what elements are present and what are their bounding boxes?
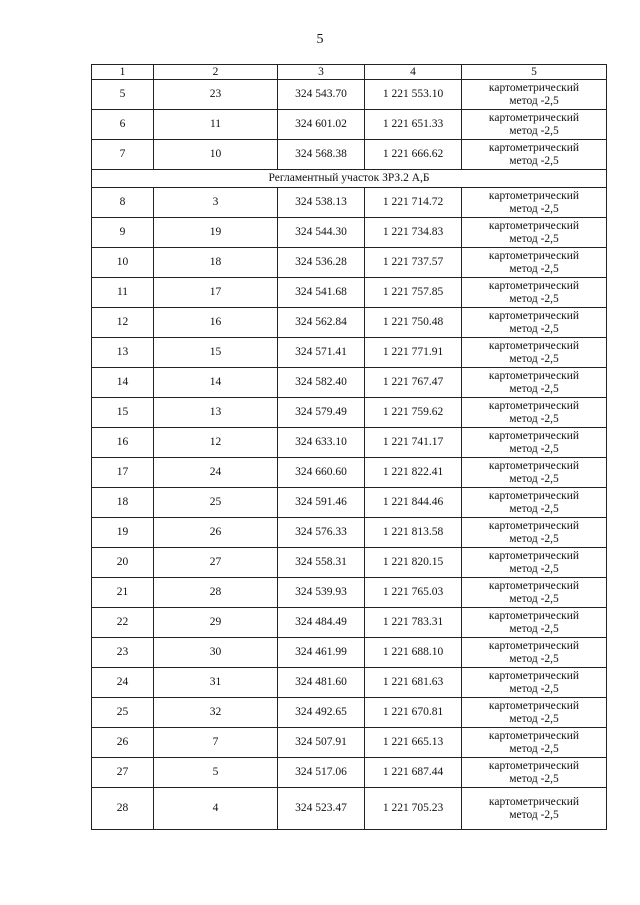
method-line-1: картометрический [488, 141, 580, 154]
y-coordinate-cell: 1 221 771.91 [365, 338, 462, 368]
row-number-cell: 23 [92, 638, 154, 668]
point-number-cell: 18 [154, 248, 278, 278]
method-cell [462, 110, 607, 140]
method-cell [462, 758, 607, 788]
method-cell [462, 428, 607, 458]
method-cell [462, 488, 607, 518]
method-cell [462, 788, 607, 830]
y-coordinate-cell: 1 221 665.13 [365, 728, 462, 758]
method-cell [462, 578, 607, 608]
x-coordinate-cell: 324 492.65 [278, 698, 365, 728]
table-row [92, 368, 607, 398]
row-number-cell: 24 [92, 668, 154, 698]
point-number-cell: 3 [154, 188, 278, 218]
point-number-cell: 27 [154, 548, 278, 578]
method-line-2: метод -2,5 [509, 154, 559, 167]
table-row [92, 608, 607, 638]
y-coordinate-cell: 1 221 783.31 [365, 608, 462, 638]
x-coordinate-cell: 324 461.99 [278, 638, 365, 668]
point-number-cell: 4 [154, 788, 278, 830]
row-number-cell: 9 [92, 218, 154, 248]
method-cell [462, 608, 607, 638]
point-number-cell: 11 [154, 110, 278, 140]
table-row [92, 578, 607, 608]
table-row [92, 728, 607, 758]
table-row [92, 338, 607, 368]
row-number-cell: 6 [92, 110, 154, 140]
method-cell [462, 368, 607, 398]
point-number-cell: 31 [154, 668, 278, 698]
y-coordinate-cell: 1 221 688.10 [365, 638, 462, 668]
row-number-cell: 10 [92, 248, 154, 278]
row-number-cell: 27 [92, 758, 154, 788]
method-cell [462, 638, 607, 668]
table-row [92, 488, 607, 518]
x-coordinate-cell: 324 517.06 [278, 758, 365, 788]
point-number-cell: 19 [154, 218, 278, 248]
method-line-2: метод -2,5 [509, 472, 559, 485]
y-coordinate-cell: 1 221 822.41 [365, 458, 462, 488]
method-line-2: метод -2,5 [509, 382, 559, 395]
method-cell [462, 218, 607, 248]
method-cell [462, 698, 607, 728]
table-body [92, 80, 607, 830]
method-line-1: картометрический [488, 519, 580, 532]
row-number-cell: 26 [92, 728, 154, 758]
x-coordinate-cell: 324 579.49 [278, 398, 365, 428]
header-cell: 4 [365, 65, 462, 80]
y-coordinate-cell: 1 221 681.63 [365, 668, 462, 698]
method-cell [462, 338, 607, 368]
point-number-cell: 5 [154, 758, 278, 788]
x-coordinate-cell: 324 571.41 [278, 338, 365, 368]
row-number-cell: 15 [92, 398, 154, 428]
method-line-1: картометрический [488, 81, 580, 94]
row-number-cell: 14 [92, 368, 154, 398]
method-line-2: метод -2,5 [509, 502, 559, 515]
table-row [92, 788, 607, 830]
coordinates-table [91, 64, 607, 830]
x-coordinate-cell: 324 562.84 [278, 308, 365, 338]
point-number-cell: 17 [154, 278, 278, 308]
method-line-1: картометрический [488, 309, 580, 322]
row-number-cell: 16 [92, 428, 154, 458]
method-line-2: метод -2,5 [509, 712, 559, 725]
method-cell [462, 248, 607, 278]
x-coordinate-cell: 324 523.47 [278, 788, 365, 830]
table-header [92, 65, 607, 80]
method-cell [462, 278, 607, 308]
method-line-2: метод -2,5 [509, 532, 559, 545]
method-cell [462, 458, 607, 488]
table-row [92, 698, 607, 728]
method-cell [462, 398, 607, 428]
header-cell: 5 [462, 65, 607, 80]
method-line-1: картометрический [488, 489, 580, 502]
point-number-cell: 10 [154, 140, 278, 170]
row-number-cell: 22 [92, 608, 154, 638]
method-line-2: метод -2,5 [509, 592, 559, 605]
table-row [92, 458, 607, 488]
table-row [92, 278, 607, 308]
x-coordinate-cell: 324 576.33 [278, 518, 365, 548]
x-coordinate-cell: 324 541.68 [278, 278, 365, 308]
section-row [92, 170, 607, 188]
method-line-2: метод -2,5 [509, 442, 559, 455]
method-line-2: метод -2,5 [509, 292, 559, 305]
method-line-1: картометрический [488, 249, 580, 262]
x-coordinate-cell: 324 633.10 [278, 428, 365, 458]
page-number: 5 [316, 32, 324, 47]
table-row [92, 308, 607, 338]
x-coordinate-cell: 324 591.46 [278, 488, 365, 518]
method-line-2: метод -2,5 [509, 124, 559, 137]
x-coordinate-cell: 324 539.93 [278, 578, 365, 608]
row-number-cell: 18 [92, 488, 154, 518]
x-coordinate-cell: 324 660.60 [278, 458, 365, 488]
method-line-1: картометрический [488, 549, 580, 562]
method-line-2: метод -2,5 [509, 808, 559, 821]
method-line-2: метод -2,5 [509, 652, 559, 665]
y-coordinate-cell: 1 221 765.03 [365, 578, 462, 608]
method-line-2: метод -2,5 [509, 562, 559, 575]
method-line-1: картометрический [488, 759, 580, 772]
point-number-cell: 15 [154, 338, 278, 368]
method-line-1: картометрический [488, 369, 580, 382]
method-cell [462, 548, 607, 578]
method-line-1: картометрический [488, 699, 580, 712]
method-line-1: картометрический [488, 279, 580, 292]
table-row [92, 518, 607, 548]
x-coordinate-cell: 324 536.28 [278, 248, 365, 278]
method-line-1: картометрический [488, 795, 580, 808]
method-cell [462, 728, 607, 758]
method-cell [462, 668, 607, 698]
method-line-2: метод -2,5 [509, 202, 559, 215]
row-number-cell: 7 [92, 140, 154, 170]
method-line-2: метод -2,5 [509, 772, 559, 785]
method-cell [462, 188, 607, 218]
method-line-1: картометрический [488, 111, 580, 124]
method-line-1: картометрический [488, 669, 580, 682]
row-number-cell: 28 [92, 788, 154, 830]
point-number-cell: 29 [154, 608, 278, 638]
y-coordinate-cell: 1 221 687.44 [365, 758, 462, 788]
y-coordinate-cell: 1 221 553.10 [365, 80, 462, 110]
method-line-1: картометрический [488, 729, 580, 742]
point-number-cell: 32 [154, 698, 278, 728]
method-cell [462, 308, 607, 338]
x-coordinate-cell: 324 582.40 [278, 368, 365, 398]
method-line-2: метод -2,5 [509, 622, 559, 635]
x-coordinate-cell: 324 481.60 [278, 668, 365, 698]
point-number-cell: 16 [154, 308, 278, 338]
row-number-cell: 12 [92, 308, 154, 338]
method-line-1: картометрический [488, 579, 580, 592]
x-coordinate-cell: 324 544.30 [278, 218, 365, 248]
x-coordinate-cell: 324 558.31 [278, 548, 365, 578]
header-cell: 3 [278, 65, 365, 80]
x-coordinate-cell: 324 543.70 [278, 80, 365, 110]
y-coordinate-cell: 1 221 741.17 [365, 428, 462, 458]
y-coordinate-cell: 1 221 666.62 [365, 140, 462, 170]
x-coordinate-cell: 324 484.49 [278, 608, 365, 638]
table-row [92, 428, 607, 458]
table-row [92, 548, 607, 578]
method-line-1: картометрический [488, 609, 580, 622]
method-line-1: картометрический [488, 429, 580, 442]
method-line-1: картометрический [488, 399, 580, 412]
method-cell [462, 518, 607, 548]
header-row [92, 65, 607, 80]
point-number-cell: 23 [154, 80, 278, 110]
point-number-cell: 30 [154, 638, 278, 668]
method-line-1: картометрический [488, 189, 580, 202]
y-coordinate-cell: 1 221 813.58 [365, 518, 462, 548]
table-row [92, 668, 607, 698]
method-line-1: картометрический [488, 339, 580, 352]
row-number-cell: 25 [92, 698, 154, 728]
method-line-2: метод -2,5 [509, 352, 559, 365]
point-number-cell: 24 [154, 458, 278, 488]
point-number-cell: 7 [154, 728, 278, 758]
y-coordinate-cell: 1 221 820.15 [365, 548, 462, 578]
y-coordinate-cell: 1 221 734.83 [365, 218, 462, 248]
method-line-2: метод -2,5 [509, 232, 559, 245]
y-coordinate-cell: 1 221 844.46 [365, 488, 462, 518]
y-coordinate-cell: 1 221 767.47 [365, 368, 462, 398]
point-number-cell: 26 [154, 518, 278, 548]
method-line-2: метод -2,5 [509, 94, 559, 107]
y-coordinate-cell: 1 221 670.81 [365, 698, 462, 728]
point-number-cell: 25 [154, 488, 278, 518]
row-number-cell: 20 [92, 548, 154, 578]
row-number-cell: 11 [92, 278, 154, 308]
table-row [92, 758, 607, 788]
method-line-2: метод -2,5 [509, 262, 559, 275]
y-coordinate-cell: 1 221 705.23 [365, 788, 462, 830]
method-line-2: метод -2,5 [509, 412, 559, 425]
point-number-cell: 28 [154, 578, 278, 608]
row-number-cell: 8 [92, 188, 154, 218]
method-line-1: картометрический [488, 639, 580, 652]
section-title: Регламентный участок ЗРЗ.2 А,Б [92, 170, 607, 188]
method-cell [462, 140, 607, 170]
point-number-cell: 12 [154, 428, 278, 458]
x-coordinate-cell: 324 538.13 [278, 188, 365, 218]
y-coordinate-cell: 1 221 757.85 [365, 278, 462, 308]
x-coordinate-cell: 324 568.38 [278, 140, 365, 170]
header-cell: 1 [92, 65, 154, 80]
table-row [92, 188, 607, 218]
table-row [92, 248, 607, 278]
table-row [92, 110, 607, 140]
row-number-cell: 17 [92, 458, 154, 488]
y-coordinate-cell: 1 221 759.62 [365, 398, 462, 428]
method-cell [462, 80, 607, 110]
row-number-cell: 5 [92, 80, 154, 110]
table-row [92, 638, 607, 668]
table-row [92, 140, 607, 170]
row-number-cell: 21 [92, 578, 154, 608]
y-coordinate-cell: 1 221 651.33 [365, 110, 462, 140]
point-number-cell: 14 [154, 368, 278, 398]
method-line-1: картометрический [488, 219, 580, 232]
y-coordinate-cell: 1 221 737.57 [365, 248, 462, 278]
x-coordinate-cell: 324 507.91 [278, 728, 365, 758]
table-row [92, 80, 607, 110]
method-line-2: метод -2,5 [509, 742, 559, 755]
method-line-2: метод -2,5 [509, 682, 559, 695]
y-coordinate-cell: 1 221 714.72 [365, 188, 462, 218]
method-line-2: метод -2,5 [509, 322, 559, 335]
point-number-cell: 13 [154, 398, 278, 428]
y-coordinate-cell: 1 221 750.48 [365, 308, 462, 338]
x-coordinate-cell: 324 601.02 [278, 110, 365, 140]
row-number-cell: 19 [92, 518, 154, 548]
method-line-1: картометрический [488, 459, 580, 472]
header-cell: 2 [154, 65, 278, 80]
table-row [92, 218, 607, 248]
table-row [92, 398, 607, 428]
row-number-cell: 13 [92, 338, 154, 368]
